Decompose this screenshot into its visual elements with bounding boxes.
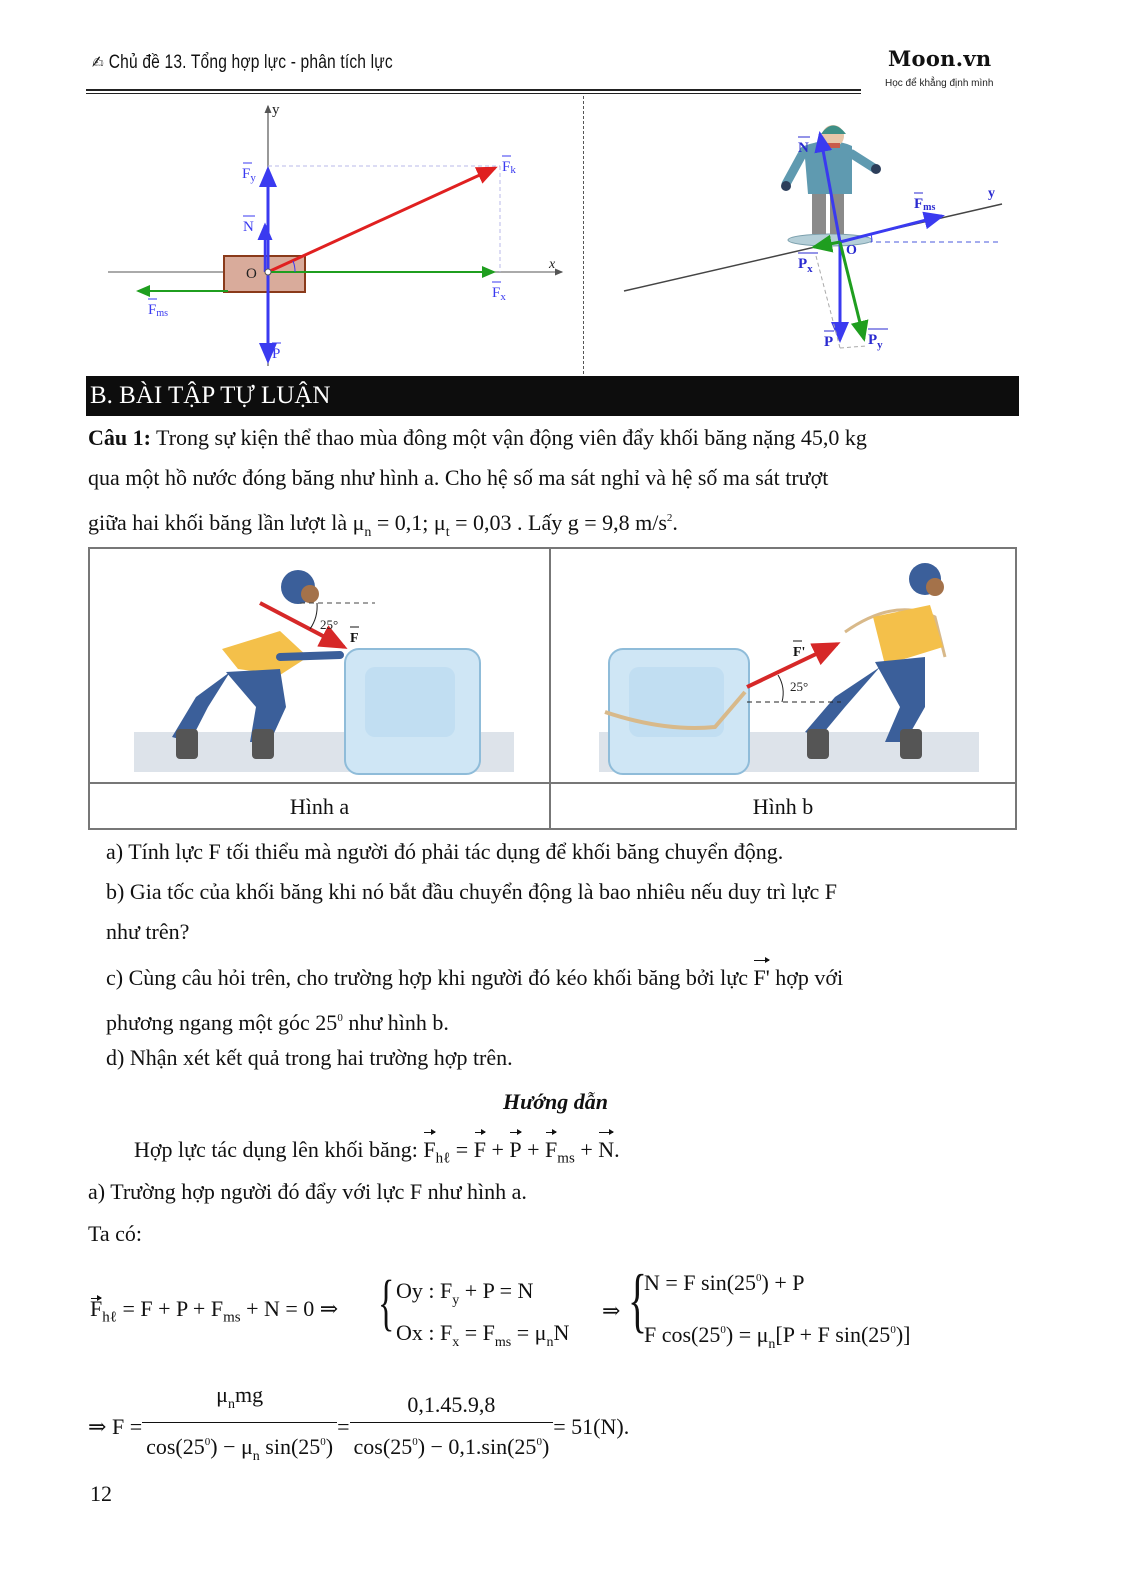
eq-intro: Hợp lực tác dụng lên khối băng: [134,1137,424,1162]
part-c-text: hợp với [769,965,844,990]
fms-label: Fms [148,302,169,319]
eq-text: N = F sin(25 [644,1270,757,1295]
fy-label: $F_y$ [242,166,256,184]
solution-heading: Hướng dẫn [502,1089,609,1114]
py-label: $P_y$ [868,332,883,351]
vec-f: F [474,1130,486,1170]
eq-text: ) = μ [725,1322,769,1347]
part-d: d) Nhận xét kết quả trong hai trường hợp trên. [106,1045,513,1070]
figure-a-caption: Hình a [289,794,350,819]
equilibrium-equation [90,1296,338,1326]
eq-text: F cos(25 [644,1322,721,1347]
fms-label: Fms [914,196,936,213]
force-result-formula [88,1378,629,1476]
eq-text: = μ [511,1320,547,1345]
fk-label: Fk [502,159,516,176]
implies: ⇒ [88,1414,107,1439]
op: . [614,1137,620,1162]
frac-den: ) − μ [210,1434,253,1459]
q-text: = 0,03 . Lấy g = 9,8 m/s [449,510,667,535]
n-label: N [798,140,809,156]
p-label: P [272,346,281,362]
sup: 0 [412,1436,418,1448]
frac-den: ) [541,1434,550,1459]
px-label: $P_x$ [798,256,813,275]
question-label: Câu 1: [88,425,151,450]
op: = [129,1414,143,1439]
left-brace: { [378,1269,395,1337]
f-prime-vector: F' [753,958,769,998]
result-value: = 51(N). [553,1414,630,1439]
sub: x [452,1335,460,1350]
vec-n: N [598,1130,614,1170]
eq-text: N [553,1320,570,1345]
question-line-3 [88,498,1023,553]
figure-a-push-illustration [130,557,542,779]
brand-logo: Moon.vn [888,46,992,71]
frac-den: cos(25 [353,1434,413,1459]
q-text: = 0,1; μ [371,510,446,535]
sub: ms [557,1150,575,1167]
op: + [580,1137,593,1162]
case-a-text: a) Trường hợp người đó đẩy với lực F như hình a. [88,1179,527,1204]
eq-text: Ox : F [396,1320,453,1345]
force-label: F [350,631,359,646]
unit-exponent: 2 [666,512,673,524]
part-c-text: như hình b. [342,1010,449,1035]
frac-den: sin(25 [259,1434,321,1459]
sup: 0 [536,1436,542,1448]
force-diagram-block [100,96,580,374]
origin-label: O [846,243,857,258]
force-label: F' [793,645,806,660]
angle-label: 25° [790,679,809,694]
figure-b-pull-illustration [595,557,1007,779]
chapter-title [92,52,393,74]
implies-arrow: ⇒ [602,1298,621,1323]
figure-divider [583,96,584,374]
part-c-text: phương ngang một góc 25 [106,1010,338,1035]
question-line-2: qua một hồ nước đóng băng như hình a. Cho hệ số ma sát nghỉ và hệ số ma sát trượt [88,465,829,490]
eq-text: = F [459,1320,495,1345]
frac-den: cos(25 [146,1434,205,1459]
friction-vector [840,216,942,242]
frac-den: ) [325,1434,334,1459]
origin-label: O [246,266,257,282]
sub: n [768,1337,776,1352]
op: = [455,1137,469,1162]
y-axis-label: y [272,102,280,118]
sub: n [227,1397,235,1412]
fraction-symbolic [142,1378,337,1476]
section-title: B. BÀI TẬP TỰ LUẬN [86,376,1019,416]
system2-line2 [644,1322,910,1353]
part-c-text: c) Cùng câu hỏi trên, cho trường hợp khi người đó kéo khối băng bởi lực [106,965,754,990]
eq-text: )] [895,1322,911,1347]
sub: n [252,1449,260,1464]
f-symbol: F [111,1414,125,1439]
y-axis-label: y [988,186,995,201]
frac-num: mg [234,1382,264,1407]
header-rule [86,89,861,91]
sup: 0 [756,1272,762,1284]
question-line-1 [88,418,1023,458]
sup: 0 [204,1436,211,1448]
eq-lhs: = F + P + F [122,1296,224,1321]
q-text: giữa hai khối băng lần lượt là μ [88,510,365,535]
sub: ms [494,1335,512,1350]
op: + [527,1137,540,1162]
header-rule-thin [86,93,861,94]
page-number: 12 [90,1481,112,1506]
figure-b-caption: Hình b [752,794,814,819]
sub: n [546,1335,554,1350]
sub: hℓ [102,1309,117,1326]
part-c-cont [106,998,1041,1043]
system2-line1 [644,1270,805,1296]
q-text: . [672,510,678,535]
fk-vector [268,168,495,272]
angle-label: 25° [320,617,339,632]
eq-rhs: + N = 0 ⇒ [240,1296,339,1321]
eq-text: + P = N [459,1278,534,1303]
x-axis-label: x [549,257,556,272]
incline-force-diagram [590,96,1020,374]
question-text: Trong sự kiện thể thao mùa đông một vận động viên đẩy khối băng nặng 45,0 kg [150,425,867,450]
vec-f: F [423,1130,435,1170]
vec-p: P [509,1130,521,1170]
eq-text: [P + F sin(25 [775,1322,891,1347]
frac-num: μ [216,1382,228,1407]
degree-sup: 0 [337,1012,343,1024]
eq-text: Oy : F [396,1278,453,1303]
sub: hℓ [435,1150,451,1167]
p-label: P [824,334,834,350]
op: = [337,1414,350,1439]
part-b: b) Gia tốc của khối băng khi nó bắt đầu chuyển động là bao nhiêu nếu duy trì lực F [106,879,838,904]
brand-tagline: Học để khẳng định mình [885,78,994,89]
n-label: N [243,219,254,235]
ta-co-text: Ta có: [88,1221,143,1246]
frac-num: 0,1.45.9,8 [350,1388,554,1423]
frac-den: ) − 0,1.sin(25 [417,1434,537,1459]
chapter-title-text: Chủ đề 13. Tổng hợp lực - phân tích lực [108,52,393,73]
part-a: a) Tính lực F tối thiểu mà người đó phải tác dụng để khối băng chuyển động. [106,839,784,864]
mu-t-subscript: t [445,525,450,540]
left-brace: { [628,1260,648,1340]
sup: 0 [320,1436,326,1448]
system1-line2 [396,1320,569,1351]
vec-f: F [545,1130,557,1170]
figure-table [88,547,1017,830]
system1-line1 [396,1278,533,1309]
eq-text: ) + P [761,1270,805,1295]
sup: 0 [720,1324,726,1336]
mu-n-subscript: n [364,525,372,540]
sub: y [452,1293,460,1308]
op: + [491,1137,504,1162]
pencil-writing-icon: ✍ [92,53,104,72]
vec-f: F [90,1296,103,1321]
part-c [106,958,1041,998]
sup: 0 [890,1324,896,1336]
sub: ms [223,1309,241,1326]
fx-label: $F_x$ [492,285,506,303]
origin-point [265,269,271,275]
part-b-cont: như trên? [106,919,190,944]
fraction-numeric [350,1388,554,1466]
